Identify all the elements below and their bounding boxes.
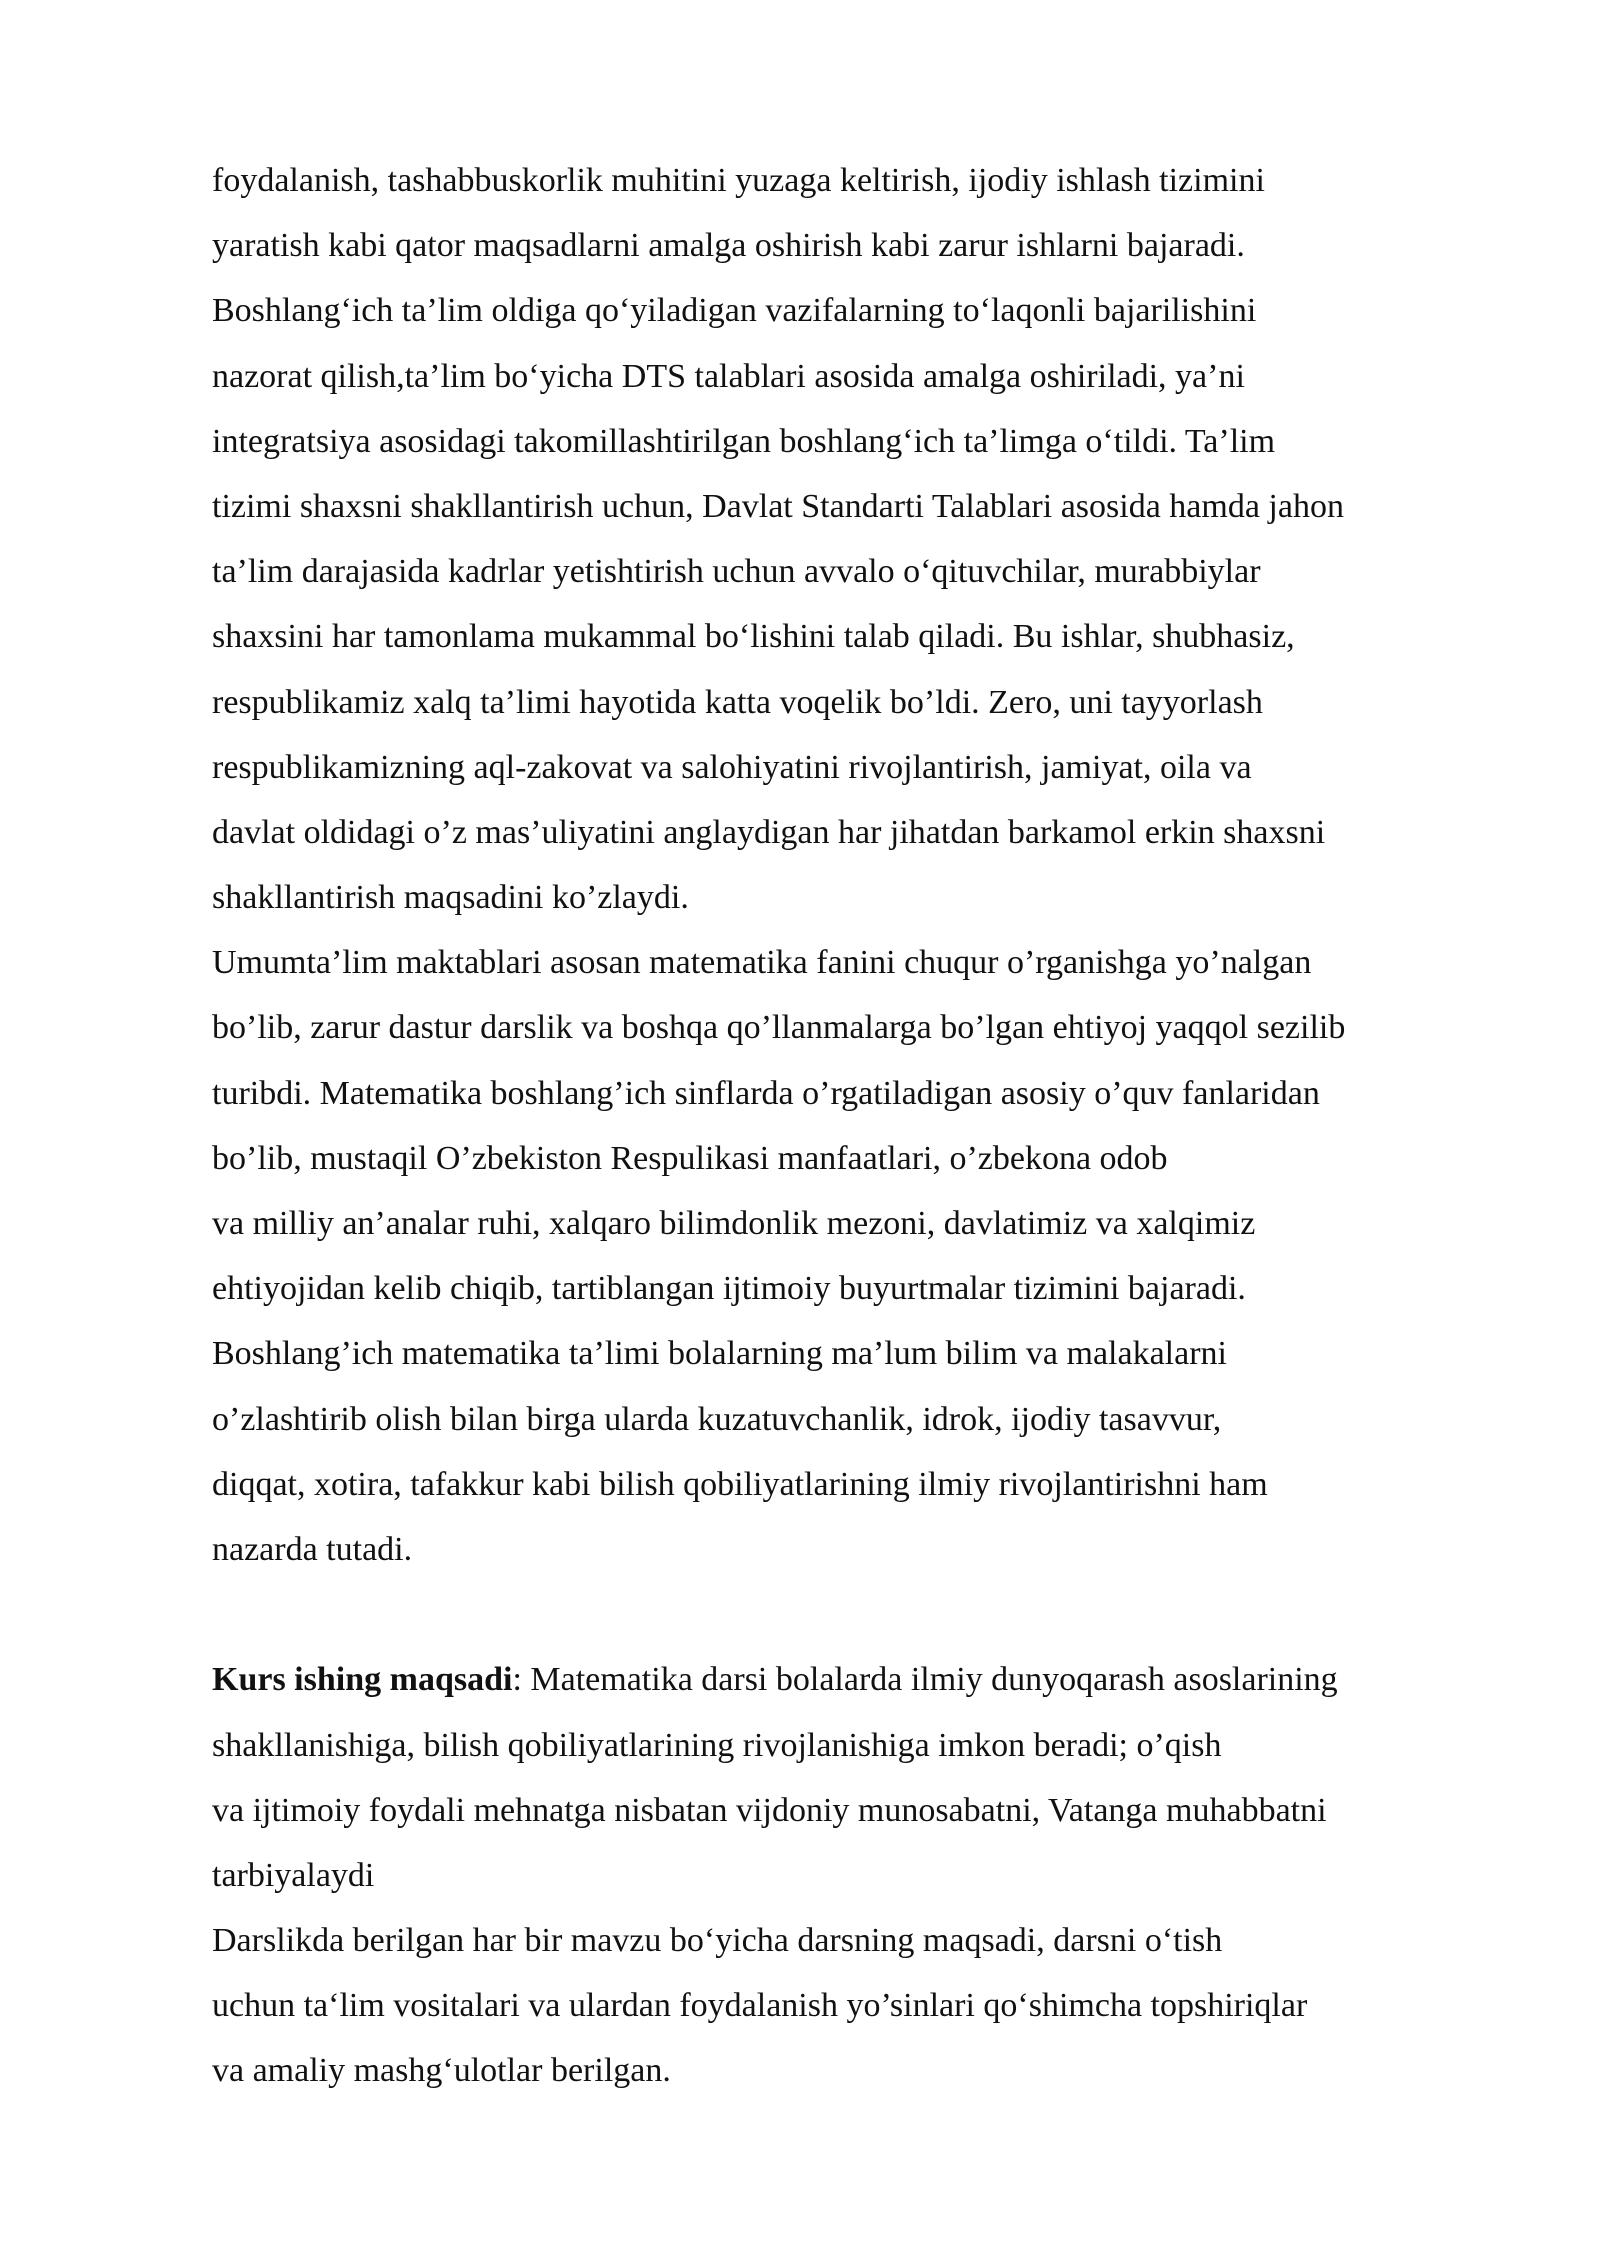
- paragraph-1: [212, 148, 1502, 930]
- text-line: bo’lib, zarur dastur darslik va boshqa qo’llanmalarga bo’lgan ehtiyoj yaqqol sezilib: [212, 1009, 1346, 1047]
- text-line: respublikamizning aql-zakovat va salohiyatini rivojlantirish, jamiyat, oila va: [212, 748, 1252, 786]
- text-line: o’zlashtirib olish bilan birga ularda kuzatuvchanlik, idrok, ijodiy tasavvur,: [212, 1400, 1222, 1438]
- text-line: tarbiyalaydi: [212, 1856, 375, 1894]
- document-page: [212, 148, 1502, 2104]
- text-line: respublikamiz xalq ta’limi hayotida katta voqelik bo’ldi. Zero, uni tayyorlash: [212, 683, 1263, 721]
- text-line: nazarda tutadi.: [212, 1530, 413, 1568]
- text-line: Darslikda berilgan har bir mavzu bo‘yicha darsning maqsadi, darsni o‘tish: [212, 1922, 1223, 1960]
- text-line: Boshlang‘ich ta’lim oldiga qo‘yiladigan vazifalarning to‘laqonli bajarilishini: [212, 292, 1257, 330]
- text-line: yaratish kabi qator maqsadlarni amalga oshirish kabi zarur ishlarni bajaradi.: [212, 227, 1245, 265]
- paragraph-goal: [212, 1647, 1502, 1908]
- text-line: uchun ta‘lim vositalari va ulardan foydalanish yo’sinlari qo‘shimcha topshiriqlar: [212, 1987, 1308, 2025]
- goal-first-line-text: : Matematika darsi bolalarda ilmiy dunyoqarash asoslarining: [512, 1661, 1338, 1699]
- text-line: shakllantirish maqsadini ko’zlaydi.: [212, 879, 689, 917]
- text-line: tizimi shaxsni shakllantirish uchun, Davlat Standarti Talablari asosida hamda jahon: [212, 487, 1344, 525]
- goal-first-line: [212, 1647, 1502, 1712]
- paragraph-2: [212, 930, 1502, 1582]
- paragraph-spacer: [212, 1582, 1502, 1647]
- text-line: turibdi. Matematika boshlang’ich sinflarda o’rgatiladigan asosiy o’quv fanlaridan: [212, 1074, 1320, 1112]
- text-line: Boshlang’ich matematika ta’limi bolalarning ma’lum bilim va malakalarni: [212, 1335, 1227, 1373]
- text-line: ehtiyojidan kelib chiqib, tartiblangan ijtimoiy buyurtmalar tizimini bajaradi.: [212, 1270, 1246, 1308]
- text-line: integratsiya asosidagi takomillashtirilgan boshlang‘ich ta’limga o‘tildi. Ta’lim: [212, 422, 1276, 460]
- text-line: diqqat, xotira, tafakkur kabi bilish qobiliyatlarining ilmiy rivojlantirishni ham: [212, 1465, 1268, 1503]
- text-line: foydalanish, tashabbuskorlik muhitini yuzaga keltirish, ijodiy ishlash tizimini: [212, 162, 1265, 199]
- text-line: ta’lim darajasida kadrlar yetishtirish uchun avvalo o‘qituvchilar, murabbiylar: [212, 553, 1261, 591]
- text-line: shaxsini har tamonlama mukammal bo‘lishini talab qiladi. Bu ishlar, shubhasiz,: [212, 618, 1295, 656]
- text-line: nazorat qilish,ta’lim bo‘yicha DTS talablari asosida amalga oshiriladi, ya’ni: [212, 357, 1245, 395]
- paragraph-4: [212, 1908, 1502, 2104]
- text-line: va amaliy mashg‘ulotlar berilgan.: [212, 2052, 671, 2090]
- text-line: va ijtimoiy foydali mehnatga nisbatan vijdoniy munosabatni, Vatanga muhabbatni: [212, 1791, 1327, 1829]
- text-line: bo’lib, mustaqil O’zbekiston Respulikasi manfaatlari, o’zbekona odob: [212, 1139, 1168, 1177]
- text-line: shakllanishiga, bilish qobiliyatlarining rivojlanishiga imkon beradi; o’qish: [212, 1726, 1222, 1764]
- text-line: davlat oldidagi o’z mas’uliyatini anglaydigan har jihatdan barkamol erkin shaxsni: [212, 813, 1326, 851]
- goal-heading: Kurs ishing maqsadi: [212, 1661, 513, 1699]
- text-line: Umumta’lim maktablari asosan matematika fanini chuqur o’rganishga yo’nalgan: [212, 944, 1312, 982]
- text-line: va milliy an’analar ruhi, xalqaro bilimdonlik mezoni, davlatimiz va xalqimiz: [212, 1205, 1256, 1242]
